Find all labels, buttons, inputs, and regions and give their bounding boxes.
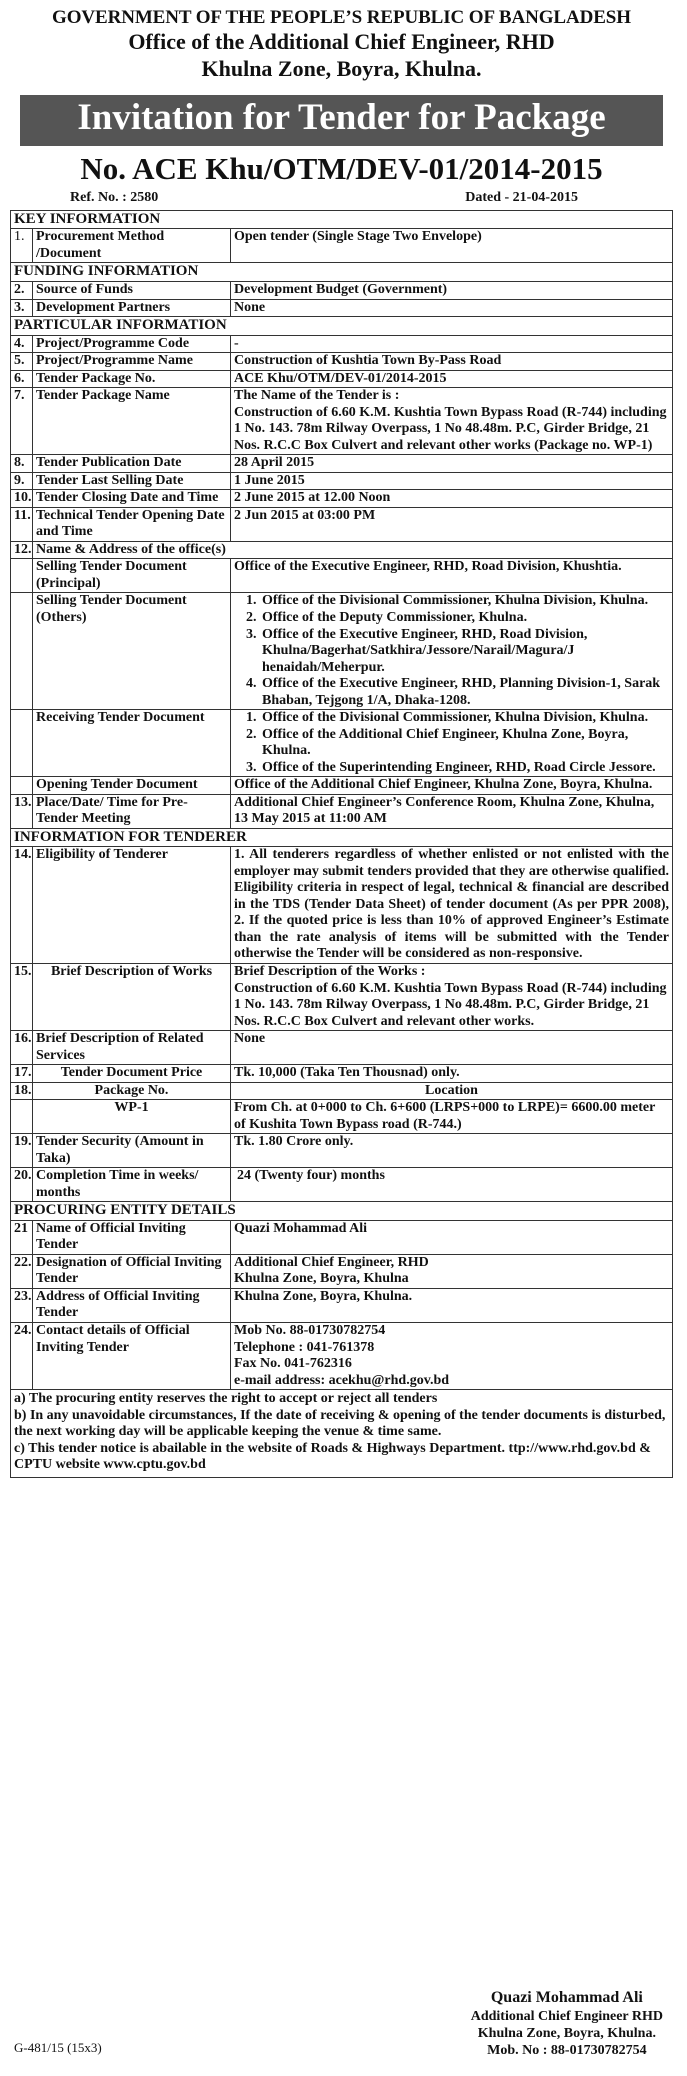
table-row [11, 229, 673, 263]
package-location: From Ch. at 0+000 to Ch. 6+600 (LRPS+000 to LRPE)= 6600.00 meter of Kushita Town Bypass road (R-744.) [231, 1100, 673, 1134]
office-address: Khulna Zone, Boyra, Khulna. [201, 56, 482, 81]
row-label: Selling Tender Document (Principal) [33, 559, 231, 593]
row-value: Location [231, 1082, 673, 1100]
row-value: 2 June 2015 at 12.00 Noon [231, 490, 673, 508]
row-number: 21 [11, 1220, 33, 1254]
table-row [11, 282, 673, 300]
row-value: Office of the Additional Chief Engineer, Khulna Zone, Boyra, Khulna. [231, 777, 673, 795]
row-number: 22. [11, 1254, 33, 1288]
row-label: Selling Tender Document (Others) [33, 593, 231, 710]
row-label: Procurement Method /Document [33, 229, 231, 263]
row-number: 16. [11, 1031, 33, 1065]
row-label: Tender Last Selling Date [33, 472, 231, 490]
row-value [231, 388, 673, 455]
table-row [11, 299, 673, 317]
section-tenderer: INFORMATION FOR TENDERER [11, 828, 673, 847]
table-row [11, 490, 673, 508]
table-row [11, 388, 673, 455]
row-label: Designation of Official Inviting Tender [33, 1254, 231, 1288]
table-row [11, 1082, 673, 1100]
row-number: 20. [11, 1168, 33, 1202]
row-number: 8. [11, 455, 33, 473]
works-heading: Brief Description of the Works : [234, 963, 426, 979]
row-value [231, 710, 673, 777]
row-value: Tk. 10,000 (Taka Ten Thousnad) only. [231, 1065, 673, 1083]
table-row [11, 794, 673, 828]
table-row [11, 335, 673, 353]
row-number: 23. [11, 1288, 33, 1322]
row-value [231, 593, 673, 710]
row-label: Opening Tender Document [33, 777, 231, 795]
row-number: 1. [11, 229, 33, 263]
list-item: 1. Office of the Divisional Commissioner, Khulna Division, Khulna. [260, 710, 669, 727]
row-number: 10. [11, 490, 33, 508]
receiving-offices-list [234, 710, 669, 776]
row-value: 28 April 2015 [231, 455, 673, 473]
designation-zone: Khulna Zone, Boyra, Khulna [234, 1271, 409, 1287]
notice-banner: Invitation for Tender for Package [20, 95, 663, 146]
row-number: 12. [11, 541, 33, 559]
row-value: Tk. 1.80 Crore only. [231, 1134, 673, 1168]
row-label: Place/Date/ Time for Pre-Tender Meeting [33, 794, 231, 828]
table-row [11, 593, 673, 710]
row-number: 5. [11, 353, 33, 371]
row-value [231, 963, 673, 1030]
signatory-name: Quazi Mohammad Ali [490, 1989, 643, 2006]
list-item: 3. Office of the Superintending Engineer, RHD, Road Circle Jessore. [260, 760, 669, 777]
row-value [231, 1322, 673, 1389]
table-row [11, 710, 673, 777]
tender-name-heading: The Name of the Tender is : [234, 388, 400, 404]
table-row [11, 353, 673, 371]
signatory-title: Additional Chief Engineer RHD [470, 2008, 663, 2024]
row-number: 13. [11, 794, 33, 828]
table-row [11, 1254, 673, 1288]
table-row [11, 507, 673, 541]
section-particular: PARTICULAR INFORMATION [11, 317, 673, 336]
table-row [11, 1100, 673, 1134]
table-row [11, 1322, 673, 1389]
header [10, 6, 673, 83]
row-value: Construction of Kushtia Town By-Pass Road [231, 353, 673, 371]
row-label: Name & Address of the office(s) [33, 541, 673, 559]
row-value: 1 June 2015 [231, 472, 673, 490]
row-number: 3. [11, 299, 33, 317]
row-number: 4. [11, 335, 33, 353]
row-label: Development Partners [33, 299, 231, 317]
contact-email: e-mail address: acekhu@rhd.gov.bd [234, 1372, 450, 1388]
row-number: 19. [11, 1134, 33, 1168]
row-label: Contact details of Official Inviting Tender [33, 1322, 231, 1389]
table-row [11, 370, 673, 388]
list-item: 3. Office of the Executive Engineer, RHD, Road Division, Khulna/Bagerhat/Satkhira/Jessore/Narail/Magura/J henaidah/Meherpur. [260, 627, 669, 677]
row-value: ACE Khu/OTM/DEV-01/2014-2015 [231, 370, 673, 388]
section-header [11, 1202, 673, 1221]
row-value: Office of the Executive Engineer, RHD, Road Division, Khushtia. [231, 559, 673, 593]
ref-number: Ref. No. : 2580 [70, 189, 159, 205]
row-label: Receiving Tender Document [33, 710, 231, 777]
table-row [11, 1288, 673, 1322]
table-row [11, 455, 673, 473]
table-row [11, 559, 673, 593]
row-value: Development Budget (Government) [231, 282, 673, 300]
signature-block [471, 1988, 663, 2059]
contact-fax: Fax No. 041-762316 [234, 1356, 352, 1372]
table-row [11, 1220, 673, 1254]
contact-telephone: Telephone : 041-761378 [234, 1339, 375, 1355]
row-label: Eligibility of Tenderer [33, 847, 231, 964]
table-row [11, 541, 673, 559]
row-value: Open tender (Single Stage Two Envelope) [231, 229, 673, 263]
row-number: 11. [11, 507, 33, 541]
table-row [11, 1134, 673, 1168]
list-item: 2. Office of the Additional Chief Engineer, Khulna Zone, Boyra, Khulna. [260, 727, 669, 760]
note-a: a) The procuring entity reserves the right to accept or reject all tenders [14, 1391, 438, 1407]
row-value: None [231, 299, 673, 317]
list-item: 2. Office of the Deputy Commissioner, Khulna. [260, 610, 669, 627]
row-label: Project/Programme Code [33, 335, 231, 353]
row-label: Source of Funds [33, 282, 231, 300]
dated: Dated - 21-04-2015 [465, 189, 578, 205]
section-header [11, 263, 673, 282]
row-number: 6. [11, 370, 33, 388]
section-header [11, 210, 673, 229]
row-value: 1. All tenderers regardless of whether enlisted or not enlisted with the employer may submit tenders provided that they are otherwise qualified. Eligibility criteria in respect of legal, technical & financial are described in the TDS (Tender Data Sheet) of tender document (As per PPR 2008), 2. If the quoted price is less than 10% of approved Engineer’s Estimate than the rate analysis of items will be submitted with the Tender otherwise the Tender will be considered as non-responsive. [231, 847, 673, 964]
table-row [11, 1168, 673, 1202]
section-header [11, 317, 673, 336]
row-label: Tender Document Price [33, 1065, 231, 1083]
row-number: 7. [11, 388, 33, 455]
row-number: 18. [11, 1082, 33, 1100]
section-header [11, 828, 673, 847]
section-funding: FUNDING INFORMATION [11, 263, 673, 282]
row-number: 9. [11, 472, 33, 490]
selling-offices-list [234, 593, 669, 709]
row-value: Khulna Zone, Boyra, Khulna. [231, 1288, 673, 1322]
row-value: 2 Jun 2015 at 03:00 PM [231, 507, 673, 541]
signatory-address: Khulna Zone, Boyra, Khulna. [477, 2025, 656, 2041]
row-label: Completion Time in weeks/ months [33, 1168, 231, 1202]
notes-block [10, 1390, 673, 1478]
package-number-title: No. ACE Khu/OTM/DEV-01/2014-2015 [80, 150, 603, 186]
section-key: KEY INFORMATION [11, 210, 673, 229]
row-number: 24. [11, 1322, 33, 1389]
designation-title: Additional Chief Engineer, RHD [234, 1254, 429, 1270]
row-number: 15. [11, 963, 33, 1030]
table-row [11, 777, 673, 795]
row-label: Tender Security (Amount in Taka) [33, 1134, 231, 1168]
row-label: Address of Official Inviting Tender [33, 1288, 231, 1322]
row-value: Additional Chief Engineer’s Conference Room, Khulna Zone, Khulna, 13 May 2015 at 11:00 AM [231, 794, 673, 828]
tender-details-table [10, 210, 673, 1390]
reference-line [10, 190, 673, 206]
package-id: WP-1 [33, 1100, 231, 1134]
row-value: 24 (Twenty four) months [231, 1168, 673, 1202]
table-row [11, 1031, 673, 1065]
row-label: Package No. [33, 1082, 231, 1100]
note-c: c) This tender notice is abailable in the website of Roads & Highways Department. ttp://www.rhd.gov.bd & CPTU website www.cptu.gov.bd [14, 1440, 651, 1473]
tender-name-text: Construction of 6.60 K.M. Kushtia Town Bypass Road (R-744) including 1 No. 143. 78m Rilway Overpass, 1 No 48.48m. P.C, Girder Bridge, 21 Nos. R.C.C Box Culvert and relevant other works (Package no. WP-1) [234, 404, 667, 453]
row-value: - [231, 335, 673, 353]
row-number: 14. [11, 847, 33, 964]
table-row [11, 963, 673, 1030]
works-text: Construction of 6.60 K.M. Kushtia Town Bypass Road (R-744) including 1 No. 143. 78m Rilway Overpass, 1 No 48.48m. P.C, Girder Bridge, 21 Nos. R.C.C Box Culvert and relevant other works. [234, 980, 667, 1029]
office-name: Office of the Additional Chief Engineer, RHD [128, 29, 555, 55]
row-label: Name of Official Inviting Tender [33, 1220, 231, 1254]
row-label: Brief Description of Works [33, 963, 231, 1030]
row-value [231, 1254, 673, 1288]
row-label: Technical Tender Opening Date and Time [33, 507, 231, 541]
row-number: 17. [11, 1065, 33, 1083]
section-procuring: PROCURING ENTITY DETAILS [11, 1202, 673, 1221]
table-row [11, 847, 673, 964]
table-row [11, 1065, 673, 1083]
row-label: Tender Publication Date [33, 455, 231, 473]
row-value: None [231, 1031, 673, 1065]
government-title: GOVERNMENT OF THE PEOPLE’S REPUBLIC OF BANGLADESH [52, 7, 631, 28]
row-value: Quazi Mohammad Ali [231, 1220, 673, 1254]
row-number: 2. [11, 282, 33, 300]
publication-code: G-481/15 (15x3) [14, 2040, 102, 2055]
row-label: Tender Closing Date and Time [33, 490, 231, 508]
list-item: 1. Office of the Divisional Commissioner, Khulna Division, Khulna. [260, 593, 669, 610]
signatory-mobile: Mob. No : 88-01730782754 [487, 2042, 647, 2058]
contact-mobile: Mob No. 88-01730782754 [234, 1322, 386, 1338]
row-label: Project/Programme Name [33, 353, 231, 371]
list-item: 4. Office of the Executive Engineer, RHD, Planning Division-1, Sarak Bhaban, Tejgong 1/A, Dhaka-1208. [260, 676, 669, 709]
row-label: Tender Package No. [33, 370, 231, 388]
note-b: b) In any unavoidable circumstances, If the date of receiving & opening of the tender documents is disturbed, the next working day will be applicable keeping the venue & time same. [14, 1407, 666, 1440]
row-label: Brief Description of Related Services [33, 1031, 231, 1065]
row-label: Tender Package Name [33, 388, 231, 455]
table-row [11, 472, 673, 490]
